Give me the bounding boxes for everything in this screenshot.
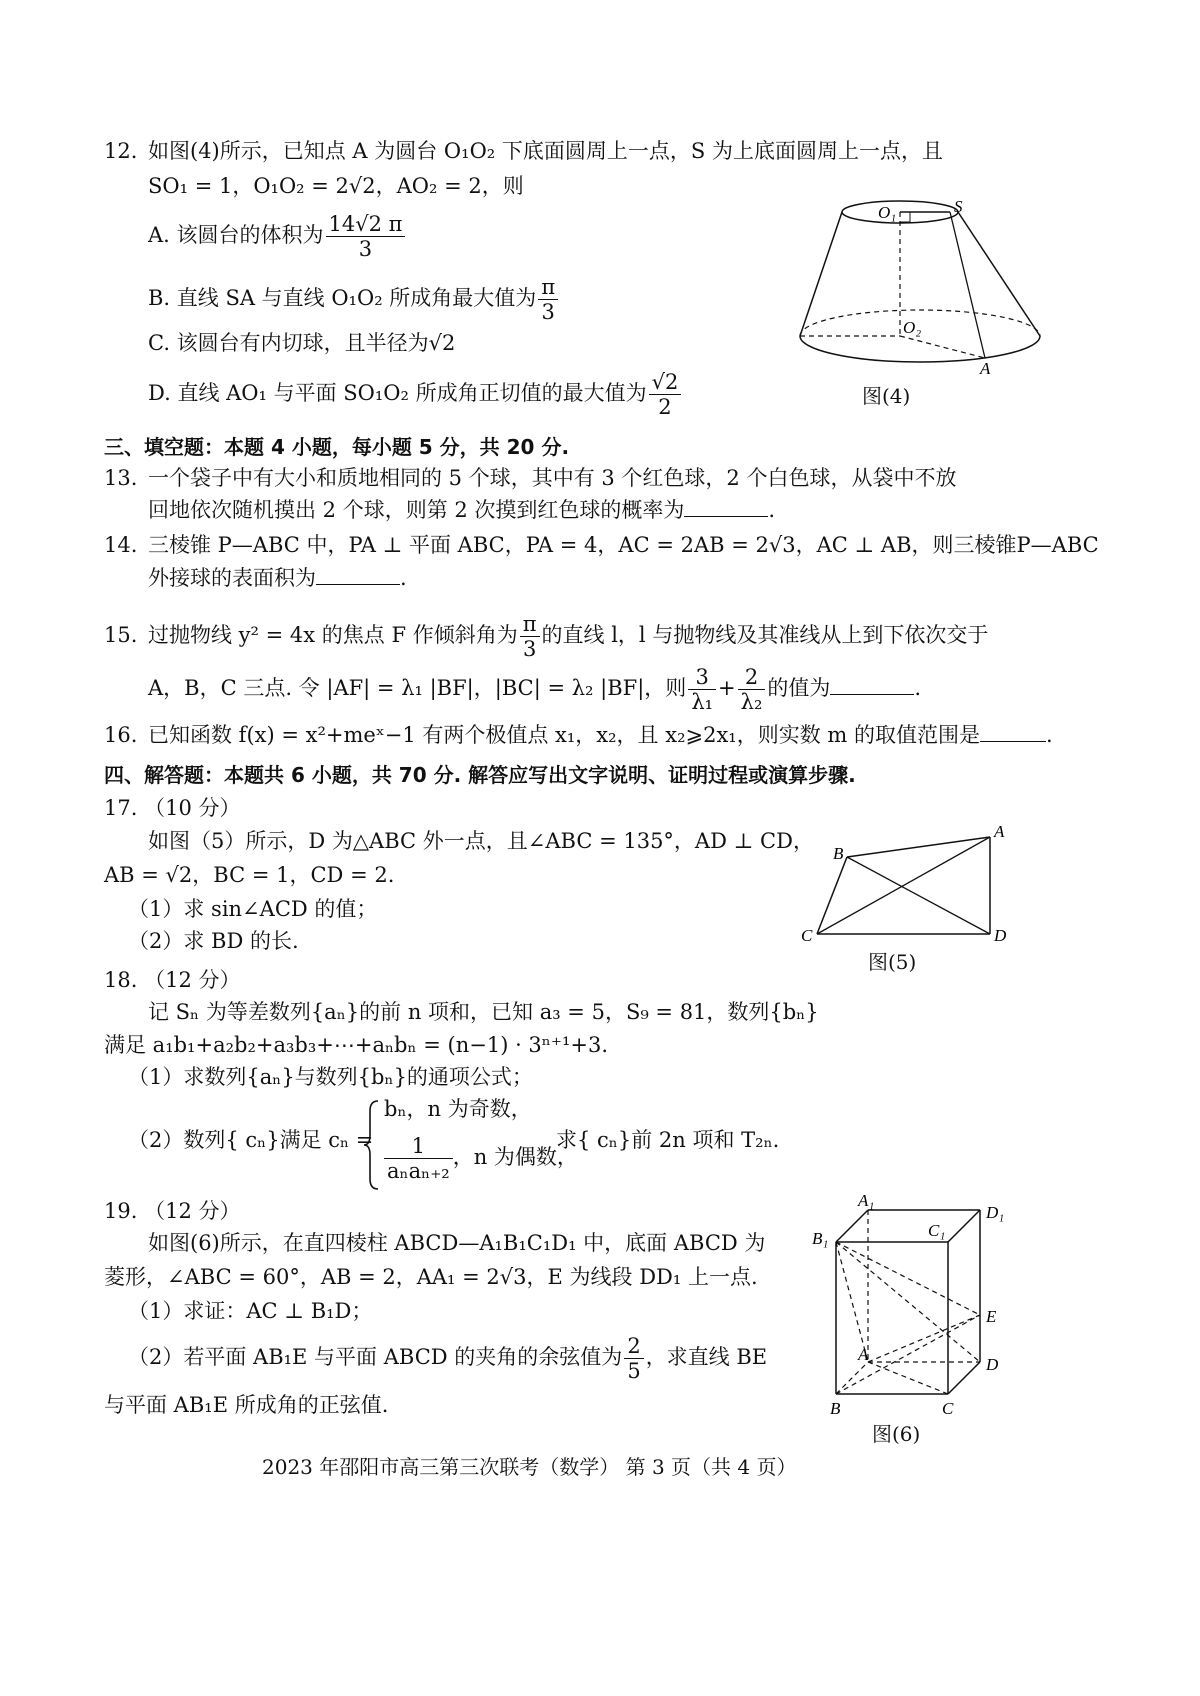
q13-line2-text: 回地依次随机摸出 2 个球，则第 2 次摸到红色球的概率为	[148, 498, 685, 522]
figure-4-frustum	[790, 190, 1050, 380]
q18-case1: bₙ，n 为奇数，	[384, 1097, 532, 1121]
q15-fraction1-numerator: π	[520, 612, 540, 637]
q16-number: 16.	[104, 723, 138, 747]
q16-line1	[148, 720, 1053, 750]
q14-line2-text: 外接球的表面积为	[148, 566, 316, 590]
q12-option-d-denominator: 2	[658, 395, 672, 419]
q15-fraction2-numerator: 3	[688, 665, 716, 690]
q12-option-d	[148, 363, 683, 423]
fig5-label-a: A	[994, 822, 1005, 841]
q12-option-b-text: B. 直线 SA 与直线 O₁O₂ 所成角最大值为	[148, 286, 537, 310]
q14-number: 14.	[104, 533, 138, 557]
q13-end: .	[768, 498, 776, 522]
q19-part1: （1）求证：AC ⊥ B₁D；	[128, 1299, 373, 1323]
q14-answer-blank	[316, 564, 400, 585]
q18-case2-tail: ，n 为偶数，	[452, 1145, 578, 1169]
q15-line2-part1: A，B，C 三点. 令 |AF| = λ₁ |BF|，|BC| = λ₂ |BF|，则	[148, 676, 687, 700]
q17-line1: 如图（5）所示，D 为△ABC 外一点，且∠ABC = 135°，AD ⊥ CD，	[148, 829, 814, 853]
q19-fraction-denominator: 5	[627, 1359, 641, 1383]
q13-number: 13.	[104, 466, 138, 490]
page-footer: 2023 年邵阳市高三第三次联考（数学） 第 3 页（共 4 页）	[262, 1455, 797, 1479]
section-3-heading: 三、填空题：本题 4 小题，每小题 5 分，共 20 分.	[104, 435, 570, 459]
q16-answer-blank	[980, 721, 1046, 742]
q18-case2-numerator: 1	[384, 1134, 453, 1159]
q16-end: .	[1045, 723, 1053, 747]
q17-number: 17.	[104, 796, 138, 820]
q17-line2: AB = √2，BC = 1，CD = 2.	[104, 863, 395, 887]
q19-line1: 如图(6)所示，在直四棱柱 ABCD—A₁B₁C₁D₁ 中，底面 ABCD 为	[148, 1231, 766, 1255]
q12-stem-line2: SO₁ = 1，O₁O₂ = 2√2，AO₂ = 2，则	[148, 174, 524, 198]
fig6-label-a1: A₁	[858, 1191, 875, 1210]
q12-option-a-denominator: 3	[358, 237, 373, 261]
q17-header	[104, 793, 241, 823]
figure-6-caption: 图(6)	[872, 1422, 921, 1446]
q12-option-b-denominator: 3	[541, 300, 555, 324]
q19-part2-text1: （2）若平面 AB₁E 与平面 ABCD 的夹角的余弦值为	[128, 1345, 623, 1369]
q16-line1-text: 已知函数 f(x) = x²+meˣ−1 有两个极值点 x₁，x₂，且 x₂⩾2x₁，则实数 m 的取值范围是	[148, 723, 980, 747]
fig6-label-d: D	[986, 1355, 999, 1374]
q15-end: .	[914, 676, 922, 700]
fig4-label-o1: O₁	[878, 203, 897, 222]
q12-option-d-text: D. 直线 AO₁ 与平面 SO₁O₂ 所成角正切值的最大值为	[148, 381, 647, 405]
q14-line1: 三棱锥 P—ABC 中，PA ⊥ 平面 ABC，PA = 4，AC = 2AB = 2√3，AC ⊥ AB，则三棱锥P—ABC	[148, 533, 1099, 557]
fig6-label-d1: D₁	[986, 1203, 1005, 1222]
q12-option-b	[148, 268, 560, 328]
fig4-label-a: A	[980, 359, 991, 378]
q15-number: 15.	[104, 623, 138, 647]
q15-fraction3-denominator: λ₂	[740, 690, 763, 714]
fig5-label-c: C	[801, 926, 813, 945]
q12-option-a-text: A. 该圆台的体积为	[148, 223, 324, 247]
q14-end: .	[400, 566, 407, 590]
q18-number: 18.	[104, 968, 138, 992]
q12-option-b-numerator: π	[538, 275, 558, 300]
figure-5-quadrilateral	[795, 815, 1015, 955]
q17-part1: （1）求 sin∠ACD 的值；	[128, 897, 378, 921]
q17-part2: （2）求 BD 的长.	[128, 929, 299, 953]
q19-fraction-numerator: 2	[624, 1334, 643, 1359]
q12-option-c: C. 该圆台有内切球，且半径为√2	[148, 331, 456, 355]
q19-number: 19.	[104, 1199, 138, 1223]
q12-option-d-numerator: √2	[649, 370, 682, 395]
figure-5-caption: 图(5)	[868, 950, 917, 974]
q15-fraction2-denominator: λ₁	[691, 690, 714, 714]
q13-line1: 一个袋子中有大小和质地相同的 5 个球，其中有 3 个红色球，2 个白色球，从袋中不放	[148, 466, 957, 490]
fig6-label-b1: B₁	[812, 1229, 829, 1248]
q18-part1: （1）求数列{aₙ}与数列{bₙ}的通项公式；	[128, 1065, 533, 1089]
q12-stem-line1: 如图(4)所示，已知点 A 为圆台 O₁O₂ 下底面圆周上一点，S 为上底面圆周上一点，且	[148, 139, 943, 163]
q15-fraction3-numerator: 2	[738, 665, 766, 690]
q18-header	[104, 965, 241, 995]
fig6-label-c: C	[942, 1399, 954, 1418]
q15-line2	[148, 658, 921, 718]
q18-case2-denominator: aₙaₙ₊₂	[387, 1159, 450, 1183]
q12-option-a	[148, 205, 407, 265]
q15-plus: +	[718, 676, 736, 700]
fig6-label-e: E	[986, 1307, 997, 1326]
q18-part2-post: 求{ cₙ}前 2n 项和 T₂ₙ.	[556, 1128, 780, 1152]
fig5-label-d: D	[994, 926, 1007, 945]
q18-part2-pre: （2）数列{ cₙ}满足 cₙ =	[128, 1128, 374, 1152]
q18-case2	[384, 1127, 578, 1187]
q19-header	[104, 1196, 241, 1226]
q19-part2-text2: ，求直线 BE	[645, 1345, 768, 1369]
q13-line2	[148, 495, 775, 525]
q14-line2	[148, 563, 407, 593]
figure-6-prism	[810, 1190, 1030, 1420]
q18-brace	[362, 1097, 382, 1193]
fig6-label-b: B	[830, 1399, 841, 1418]
q17-score: （10 分）	[144, 796, 241, 820]
fig4-label-s: S	[954, 197, 963, 216]
q15-line1	[148, 605, 988, 665]
fig6-label-a: A	[858, 1345, 869, 1364]
fig5-label-b: B	[833, 844, 844, 863]
fig4-label-o2: O₂	[903, 318, 922, 337]
section-4-heading: 四、解答题：本题共 6 小题，共 70 分. 解答应写出文字说明、证明过程或演算步骤.	[104, 763, 856, 787]
q18-score: （12 分）	[144, 968, 241, 992]
q18-line2: 满足 a₁b₁+a₂b₂+a₃b₃+⋯+aₙbₙ = (n−1) · 3ⁿ⁺¹+3.	[104, 1033, 609, 1057]
q12-number: 12.	[104, 139, 138, 163]
q15-answer-blank	[830, 674, 914, 695]
q13-answer-blank	[684, 496, 768, 517]
q15-line1-part2: 的直线 l，l 与抛物线及其准线从上到下依次交于	[541, 623, 989, 647]
q19-score: （12 分）	[144, 1199, 241, 1223]
fig6-label-c1: C₁	[928, 1221, 946, 1240]
figure-4-caption: 图(4)	[862, 384, 911, 408]
q19-line2: 菱形，∠ABC = 60°，AB = 2，AA₁ = 2√3，E 为线段 DD₁ 上一点.	[104, 1265, 758, 1289]
q19-part2-line2: 与平面 AB₁E 所成角的正弦值.	[104, 1393, 389, 1417]
q19-part2	[128, 1327, 767, 1387]
q12-option-a-numerator: 14√2 π	[326, 212, 406, 237]
q18-line1: 记 Sₙ 为等差数列{aₙ}的前 n 项和，已知 a₃ = 5，S₉ = 81，数列{bₙ}	[148, 1000, 819, 1024]
q15-line2-part2: 的值为	[767, 676, 831, 700]
q15-line1-part1: 过抛物线 y² = 4x 的焦点 F 作倾斜角为	[148, 623, 518, 647]
q15-fraction1-denominator: 3	[522, 637, 537, 661]
